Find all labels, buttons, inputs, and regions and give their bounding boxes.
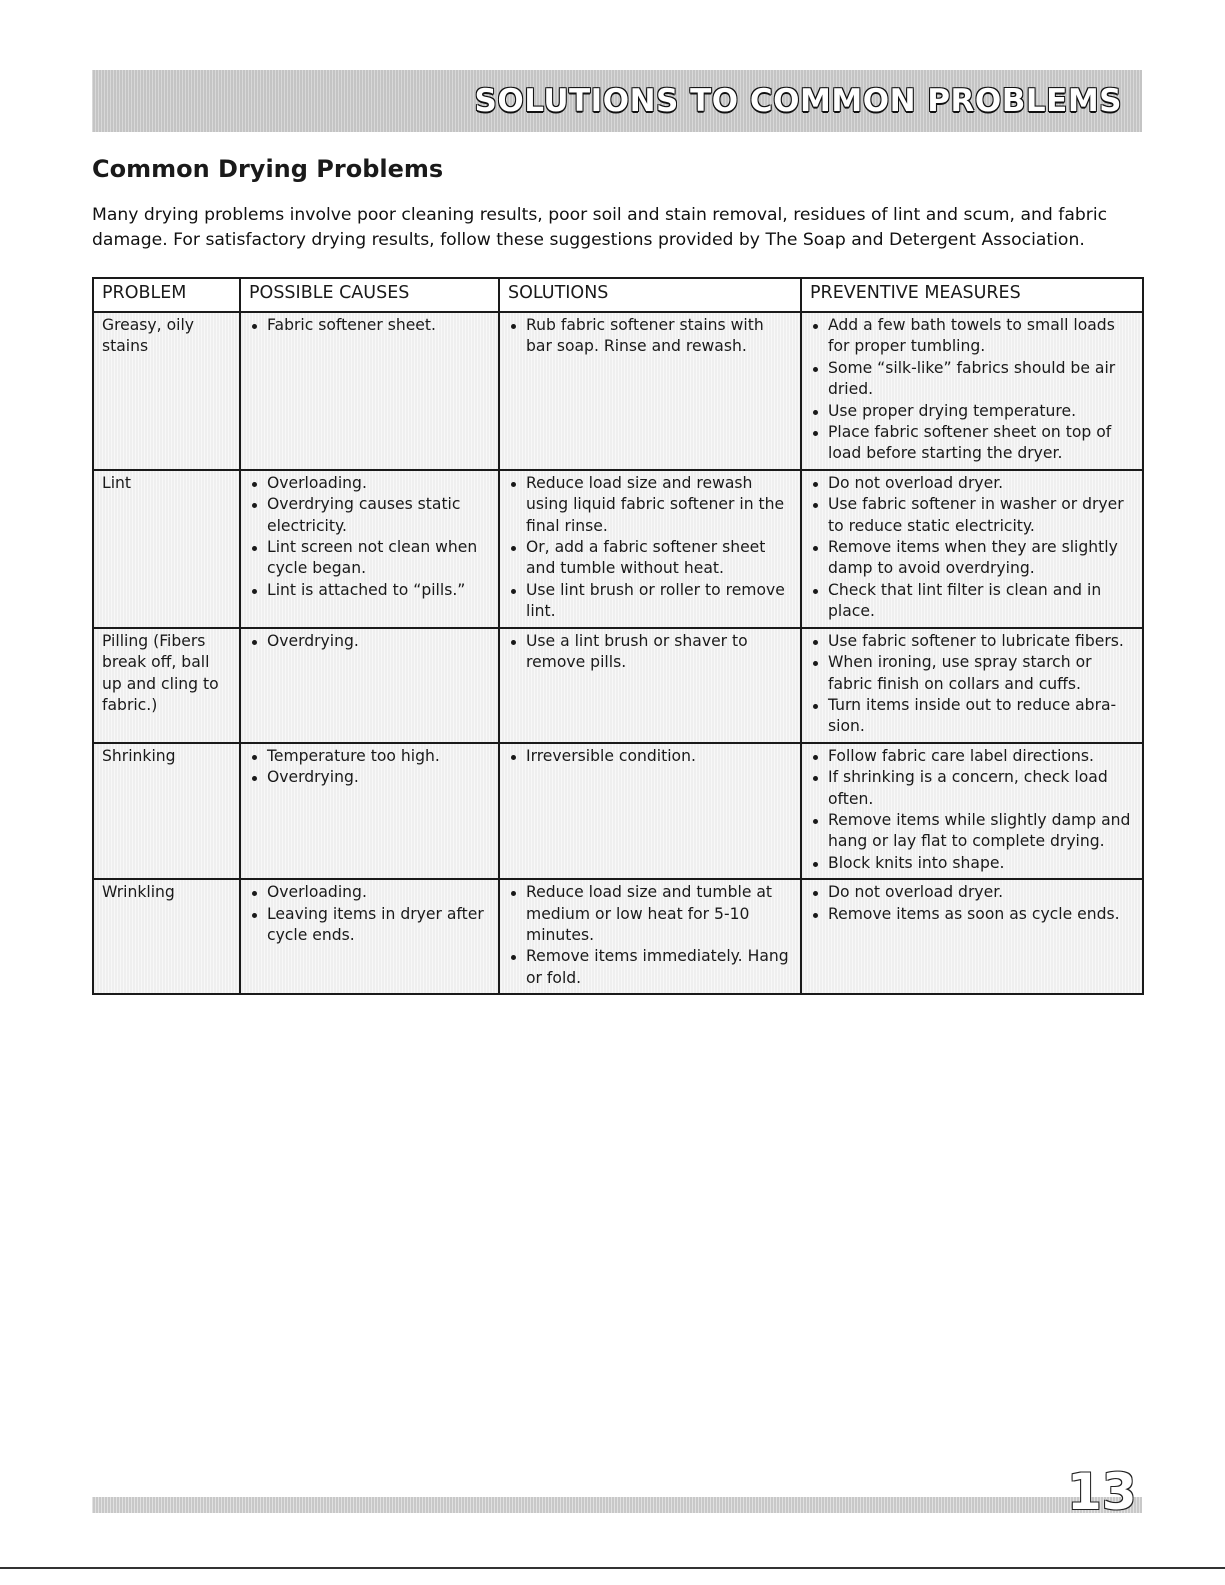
problem-cell: Lint [93, 470, 240, 628]
measure-item: Do not overload dryer. [810, 882, 1136, 903]
solution-item: Reduce load size and rewash using liquid fabric softener in the final rinse. [508, 473, 794, 537]
cause-item: Overloading. [249, 882, 492, 903]
measure-item: Remove items while slightly damp and hang or lay flat to complete drying. [810, 810, 1136, 853]
cause-cell [240, 312, 499, 470]
solution-cell [499, 743, 801, 879]
solution-list [508, 746, 794, 767]
cause-item: Temperature too high. [249, 746, 492, 767]
cause-list [249, 473, 492, 601]
cause-cell [240, 743, 499, 879]
measure-item: Add a few bath towels to small loads for proper tumbling. [810, 315, 1136, 358]
cause-item: Leaving items in dryer after cycle ends. [249, 904, 492, 947]
solution-item: Irreversible condition. [508, 746, 794, 767]
problem-cell: Pilling (Fibers break off, ball up and cling to fabric.) [93, 628, 240, 743]
drying-problems-table [92, 277, 1144, 995]
measure-item: Use proper drying temperature. [810, 401, 1136, 422]
solution-list [508, 473, 794, 623]
measure-cell [801, 312, 1143, 470]
solution-list [508, 882, 794, 989]
header-problem: PROBLEM [93, 278, 240, 312]
measure-item: When ironing, use spray starch or fabric finish on collars and cuffs. [810, 652, 1136, 695]
cause-list [249, 746, 492, 789]
measure-list [810, 315, 1136, 465]
solution-list [508, 631, 794, 674]
measure-item: Check that lint filter is clean and in place. [810, 580, 1136, 623]
measure-cell [801, 470, 1143, 628]
cause-cell [240, 470, 499, 628]
header-banner [92, 70, 1142, 132]
measure-item: Turn items inside out to reduce abra-sion. [810, 695, 1136, 738]
measure-list [810, 631, 1136, 738]
cause-cell [240, 879, 499, 994]
cause-item: Overloading. [249, 473, 492, 494]
solution-cell [499, 312, 801, 470]
cause-list [249, 882, 492, 946]
bottom-rule [0, 1567, 1225, 1569]
solution-item: Remove items immediately. Hang or fold. [508, 946, 794, 989]
measure-cell [801, 628, 1143, 743]
measure-item: Use fabric softener in washer or dryer to reduce static electricity. [810, 494, 1136, 537]
cause-item: Overdrying. [249, 631, 492, 652]
section-title: Common Drying Problems [92, 155, 444, 183]
measure-list [810, 746, 1136, 874]
table-row [93, 743, 1143, 879]
solution-item: Use a lint brush or shaver to remove pills. [508, 631, 794, 674]
measure-item: Do not overload dryer. [810, 473, 1136, 494]
table-row [93, 879, 1143, 994]
table-header-row [93, 278, 1143, 312]
cause-item: Lint screen not clean when cycle began. [249, 537, 492, 580]
solution-item: Reduce load size and tumble at medium or low heat for 5-10 minutes. [508, 882, 794, 946]
measure-cell [801, 743, 1143, 879]
table-row [93, 312, 1143, 470]
cause-item: Lint is attached to “pills.” [249, 580, 492, 601]
header-preventive-measures: PREVENTIVE MEASURES [801, 278, 1143, 312]
cause-cell [240, 628, 499, 743]
solution-item: Or, add a fabric softener sheet and tumble without heat. [508, 537, 794, 580]
problem-cell: Wrinkling [93, 879, 240, 994]
cause-item: Overdrying causes static electricity. [249, 494, 492, 537]
measure-cell [801, 879, 1143, 994]
measure-item: Some “silk-like” fabrics should be air dried. [810, 358, 1136, 401]
cause-list [249, 315, 492, 336]
solution-cell [499, 470, 801, 628]
cause-item: Fabric softener sheet. [249, 315, 492, 336]
solution-item: Use lint brush or roller to remove lint. [508, 580, 794, 623]
measure-item: Place fabric softener sheet on top of load before starting the dryer. [810, 422, 1136, 465]
table-row [93, 628, 1143, 743]
solution-list [508, 315, 794, 358]
table-row [93, 470, 1143, 628]
problem-cell: Shrinking [93, 743, 240, 879]
measure-list [810, 882, 1136, 925]
measure-item: Remove items as soon as cycle ends. [810, 904, 1136, 925]
measure-item: Remove items when they are slightly damp to avoid overdrying. [810, 537, 1136, 580]
page-number: 13 [1067, 1463, 1137, 1521]
measure-item: Block knits into shape. [810, 853, 1136, 874]
banner-title: SOLUTIONS TO COMMON PROBLEMS [474, 83, 1122, 119]
measure-list [810, 473, 1136, 623]
solution-item: Rub fabric softener stains with bar soap. Rinse and rewash. [508, 315, 794, 358]
header-solutions: SOLUTIONS [499, 278, 801, 312]
header-possible-causes: POSSIBLE CAUSES [240, 278, 499, 312]
cause-item: Overdrying. [249, 767, 492, 788]
solution-cell [499, 879, 801, 994]
footer-bar [92, 1497, 1142, 1513]
measure-item: Follow fabric care label directions. [810, 746, 1136, 767]
measure-item: If shrinking is a concern, check load often. [810, 767, 1136, 810]
measure-item: Use fabric softener to lubricate fibers. [810, 631, 1136, 652]
solution-cell [499, 628, 801, 743]
cause-list [249, 631, 492, 652]
problem-cell: Greasy, oily stains [93, 312, 240, 470]
intro-paragraph: Many drying problems involve poor cleaning results, poor soil and stain removal, residues of lint and scum, and fabric damage. For satisfactory drying results, follow these suggestions provided by The Soap and Detergent Association. [92, 205, 1108, 250]
